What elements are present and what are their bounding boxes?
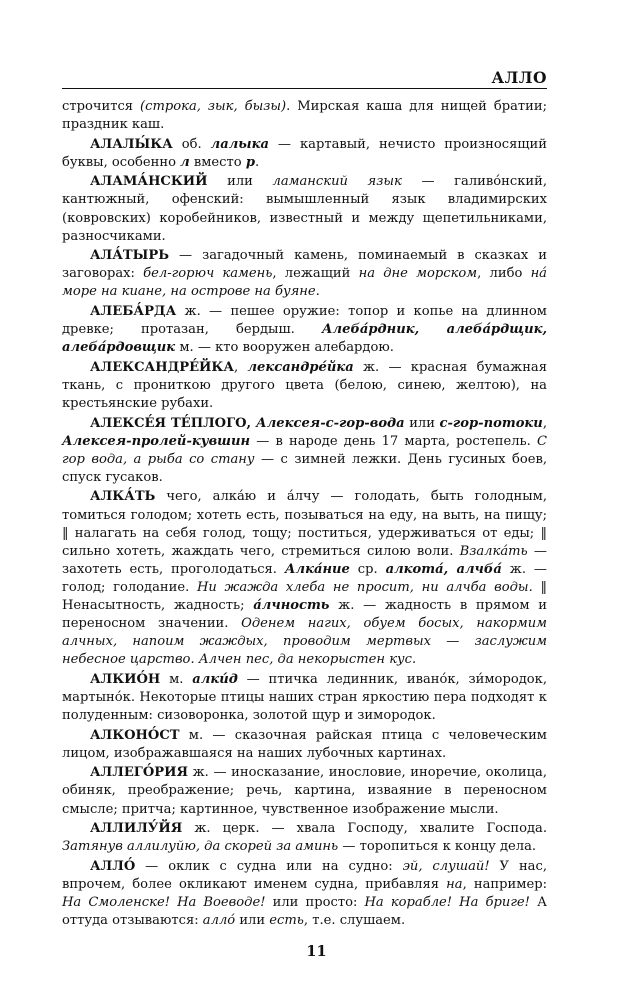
dictionary-entry [62, 173, 547, 245]
emphasis-text: р [245, 154, 255, 170]
body-text: — в народе день 17 марта, ростепель. [250, 433, 537, 449]
emphasis-text: Ни жажда хлеба не просит, ни алчба воды. [196, 579, 533, 595]
emphasis-text: лалыка [210, 136, 269, 152]
emphasis-text: алкота́, алчба́ [385, 561, 502, 577]
body-text: вместо [189, 154, 246, 170]
body-text: , т.е. слушаем. [303, 913, 406, 929]
emphasis-text: на [446, 876, 463, 892]
emphasis-text: Алка́ние [284, 561, 350, 577]
dictionary-entry [62, 359, 547, 413]
headword: АЛКИО́Н [90, 671, 161, 687]
running-head-word: АЛЛО [491, 68, 547, 87]
body-text: или [207, 174, 273, 190]
body-text: — галиво́нский, кантюжный, офенский: вымышленный язык владимирских (ковровских) коробейников, известный и между щепетильниками, разносчиками. [62, 174, 547, 244]
dictionary-entry [62, 820, 547, 856]
emphasis-text: алки́д [192, 671, 238, 687]
body-text: . [315, 284, 320, 300]
emphasis-text: лександре́йка [247, 359, 354, 375]
body-text: м. — кто вооружен алебардою. [175, 340, 394, 356]
headword: АЛЕКСЕ́Я ТЕ́ПЛОГО, [90, 415, 257, 431]
body-text: ж. церк. — хвала Господу, хвалите Господа. [182, 821, 547, 837]
emphasis-text: эй, слушай! [402, 858, 490, 874]
body-text: ж. — пешее оружие: топор и копье на длинном древке; протазан, бердыш. [62, 304, 547, 338]
emphasis-text: Алеба́рдник, алеба́рдщик, алеба́рдовщик [62, 322, 548, 356]
body-text: м. [160, 671, 193, 687]
dictionary-entry [62, 858, 547, 930]
emphasis-text: Оденем нагих, обуем босых, накормим алчных, напоим жаждых, проводим мертвых — заслужим небесное царство. Алчен пес, да некорыстен кус. [62, 616, 548, 668]
body-text: ж. — жадность в прямом и переносном значении. [62, 598, 547, 632]
emphasis-text: алло́ [202, 913, 236, 929]
body-text: — картавый, нечисто произносящий буквы, особенно [62, 136, 547, 170]
headword: АЛКА́ТЬ [90, 489, 156, 505]
dictionary-entry [62, 764, 547, 818]
emphasis-text: ламанский язык [272, 174, 402, 190]
emphasis-text: бел-горюч камень [143, 266, 273, 282]
emphasis-text: Алексея-с-гор-вода [256, 415, 405, 431]
page-number: 11 [306, 943, 327, 960]
dictionary-entry [62, 415, 547, 487]
headword: АЛАЛЫ́КА [90, 136, 173, 152]
dictionary-entry [62, 247, 547, 301]
body-text: , [234, 359, 248, 375]
emphasis-text: Алексея-пролей-кувшин [62, 433, 251, 449]
body-text: или [235, 913, 270, 929]
emphasis-text: На Смоленске! На Воеводе! [62, 895, 266, 911]
headword: АЛЕБА́РДА [90, 304, 177, 320]
body-text: — птичка лединник, ивано́к, зи́мородок, мартыно́к. Некоторые птицы наших стран яркостию пера подходят к полуденным: сизоворонка, золотой щур и зимородок. [62, 671, 547, 724]
running-header [62, 66, 547, 89]
body-text: ж. — иносказание, инословие, иноречие, околица, обиняк, преображение; речь, картина, изваяние в переносном смысле; притча; картинное, чувственное изображение мысли. [62, 765, 547, 817]
body-text: — оклик с судна или на судно: [135, 858, 403, 874]
body-text: ср. [349, 561, 386, 577]
headword: АЛЕКСАНДРЕ́ЙКА [90, 359, 235, 375]
emphasis-text: на́ море на киане, на острове на буяне [62, 266, 547, 300]
emphasis-text: л [180, 154, 190, 170]
body-text: чего, алка́ю и а́лчу — голодать, быть голодным, томиться голодом; хотеть есть, позываться на еду, на выть, на пищу; ‖ налагать на себя голод, тощу; поститься, удерживаться от еды; ‖ сильно хотеть, жаждать чего, стремиться силою воли. [62, 489, 547, 559]
dictionary-entry [62, 671, 547, 725]
emphasis-text: есть [269, 913, 304, 929]
body-text: У нас, впрочем, более окликают именем судна, прибавляя [62, 858, 547, 892]
headword: АЛЛЕГО́РИЯ [90, 765, 189, 781]
body-text: — торопиться к концу дела. [338, 839, 537, 855]
emphasis-text: Взалка́ть [459, 543, 528, 559]
dictionary-text [62, 98, 547, 932]
body-text: м. — сказочная райская птица с человеческим лицом, изображавшаяся на наших лубочных картинах. [62, 727, 547, 761]
entry-continuation [62, 98, 547, 134]
emphasis-text: а́лчность [253, 598, 330, 614]
body-text: или просто: [265, 895, 365, 911]
body-text: — с зимней лежки. День гусиных боев, спуск гусаков. [62, 451, 548, 485]
emphasis-text: (строка, зык, бызы) [140, 99, 287, 114]
headword: АЛАМА́НСКИЙ [90, 174, 208, 190]
headword: АЛЛО́ [90, 858, 136, 874]
body-text: или [404, 415, 440, 431]
emphasis-text: Затянув аллилуйю, да скорей за аминь [62, 839, 339, 855]
emphasis-text: На корабле! На бриге! [364, 895, 530, 911]
dictionary-entry [62, 727, 547, 763]
body-text: — захотеть есть, проголодаться. [62, 543, 547, 577]
dictionary-entry [62, 488, 547, 669]
dictionary-entry [62, 136, 547, 172]
body-text: , лежащий [272, 266, 359, 282]
body-text: строчится [62, 99, 141, 114]
body-text: А оттуда отзываются: [62, 895, 547, 929]
body-text: . [254, 154, 260, 170]
body-text: , например: [462, 876, 547, 892]
body-text: ж. — красная бумажная ткань, с прониткою другого цвета (белою, синею, желтою), на крестьянские рубахи. [62, 359, 547, 411]
body-text: , [542, 415, 547, 431]
headword: АЛА́ТЫРЬ [90, 248, 170, 264]
body-text: об. [172, 136, 211, 152]
body-text: — загадочный камень, поминаемый в сказках и заговорах: [62, 248, 547, 282]
emphasis-text: С гор вода, а рыба со стану [62, 433, 547, 467]
headword: АЛКОНО́СТ [90, 727, 180, 743]
body-text: , либо [477, 266, 531, 282]
body-text: ж. — голод; голодание. [62, 561, 547, 595]
headword: АЛЛИЛУ́ЙЯ [90, 821, 183, 837]
emphasis-text: с-гор-потоки [439, 415, 543, 431]
body-text: ‖ Ненасытность, жадность; [62, 579, 547, 614]
dictionary-entry [62, 303, 547, 357]
body-text: . Мирская каша для нищей братии; праздник каш. [62, 99, 548, 133]
emphasis-text: на дне морском [358, 266, 478, 282]
